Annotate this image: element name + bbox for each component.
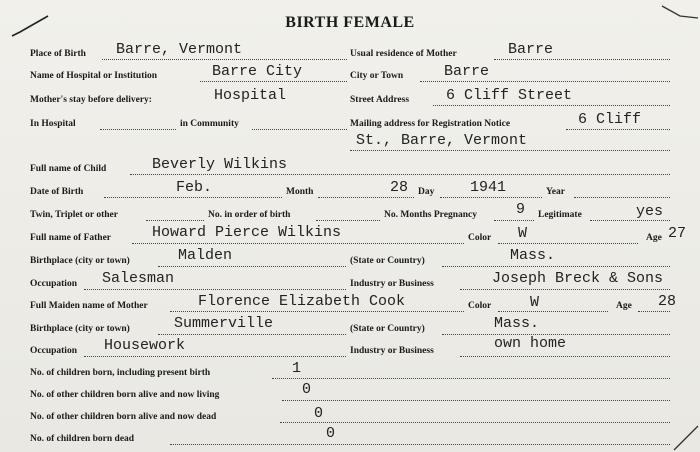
dotted-line [130, 174, 670, 175]
street-address-label: Street Address [350, 95, 410, 105]
father-state-value: Mass. [510, 247, 556, 264]
dotted-line [170, 311, 464, 312]
state-or-country-label: (State or Country) [350, 324, 425, 334]
dotted-line [440, 197, 542, 198]
dotted-line [146, 220, 204, 221]
dotted-line [638, 311, 670, 312]
dotted-line [84, 289, 346, 290]
dotted-line [442, 266, 670, 267]
month-label: Month [286, 187, 314, 197]
dotted-line [494, 59, 670, 60]
mothers-stay-label: Mother's stay before delivery: [30, 95, 152, 105]
dotted-line [433, 105, 670, 106]
father-birthplace-label: Birthplace (city or town) [30, 256, 130, 266]
mother-industry-label: Industry or Business [350, 346, 434, 356]
mother-name-value: Florence Elizabeth Cook [198, 293, 406, 310]
dotted-line [460, 356, 670, 357]
children-living-value: 0 [302, 381, 312, 398]
children-born-label: No. of children born, including present birth [30, 368, 211, 378]
dotted-line [104, 197, 282, 198]
father-name-value: Howard Pierce Wilkins [152, 224, 342, 241]
dotted-line [498, 243, 638, 244]
children-dead-label: No. of other children born alive and now dead [30, 412, 217, 422]
father-birthplace-value: Malden [178, 247, 233, 264]
legitimate-label: Legitimate [538, 210, 582, 220]
mailing-address-value-2: St., Barre, Vermont [356, 132, 528, 149]
city-or-town-value: Barre [444, 63, 490, 80]
usual-residence-label: Usual residence of Mother [350, 49, 457, 59]
children-born-value: 1 [292, 360, 302, 377]
dotted-line [282, 400, 670, 401]
mother-industry-value: own home [494, 335, 567, 352]
father-age-value: 27 [668, 225, 687, 242]
birth-day-value: 28 [390, 179, 409, 196]
state-or-country-label: (State or Country) [350, 256, 425, 266]
age-label: Age [646, 233, 662, 243]
in-community-label: in Community [180, 119, 239, 129]
age-label: Age [616, 301, 632, 311]
mother-birthplace-label: Birthplace (city or town) [30, 324, 130, 334]
mothers-stay-value: Hospital [214, 87, 287, 104]
place-of-birth-label: Place of Birth [30, 49, 86, 59]
dotted-line [318, 197, 414, 198]
year-label: Year [546, 187, 565, 197]
day-label: Day [418, 187, 435, 197]
dotted-line [420, 81, 670, 82]
legitimate-value: yes [636, 203, 664, 220]
mother-color-value: W [530, 294, 540, 311]
months-pregnancy-value: 9 [516, 201, 526, 218]
dotted-line [498, 311, 608, 312]
mother-occupation-label: Occupation [30, 346, 77, 356]
mother-maiden-label: Full Maiden name of Mother [30, 301, 148, 311]
hospital-name-label: Name of Hospital or Institution [30, 71, 158, 81]
dotted-line [460, 289, 670, 290]
dotted-line [590, 220, 670, 221]
twin-label: Twin, Triplet or other [30, 210, 118, 220]
dotted-line [280, 422, 670, 423]
dotted-line [200, 81, 347, 82]
dotted-line [100, 129, 176, 130]
children-living-label: No. of other children born alive and now living [30, 390, 220, 400]
dotted-line [102, 59, 347, 60]
corner-mark-icon [672, 424, 700, 452]
mailing-address-value-1: 6 Cliff [578, 111, 642, 128]
father-occupation-label: Occupation [30, 279, 77, 289]
date-of-birth-label: Date of Birth [30, 187, 84, 197]
dotted-line [272, 378, 670, 379]
father-industry-label: Industry or Business [350, 279, 434, 289]
mother-age-value: 28 [658, 293, 677, 310]
dotted-line [132, 243, 464, 244]
mother-state-value: Mass. [494, 315, 540, 332]
dotted-line [158, 266, 346, 267]
dotted-line [158, 334, 346, 335]
order-of-birth-label: No. in order of birth [208, 210, 291, 220]
father-industry-value: Joseph Breck & Sons [492, 270, 664, 287]
place-of-birth-value: Barre, Vermont [116, 41, 243, 58]
dotted-line [494, 220, 534, 221]
color-label: Color [468, 301, 492, 311]
mailing-address-label: Mailing address for Registration Notice [350, 119, 511, 129]
city-or-town-label: City or Town [350, 71, 404, 81]
dotted-line [170, 444, 670, 445]
mother-birthplace-value: Summerville [174, 315, 274, 332]
form-title: BIRTH FEMALE [285, 14, 415, 31]
dotted-line [316, 220, 380, 221]
dotted-line [84, 356, 346, 357]
birth-year-value: 1941 [470, 179, 507, 196]
dotted-line [566, 129, 670, 130]
color-label: Color [468, 233, 492, 243]
father-name-label: Full name of Father [30, 233, 112, 243]
birth-month-value: Feb. [176, 179, 213, 196]
dotted-line [350, 150, 670, 151]
father-color-value: W [518, 225, 528, 242]
in-hospital-label: In Hospital [30, 119, 76, 129]
child-name-label: Full name of Child [30, 164, 107, 174]
children-dead-value: 0 [314, 405, 324, 422]
hospital-name-value: Barre City [212, 63, 303, 80]
dotted-line [574, 197, 670, 198]
months-pregnancy-label: No. Months Pregnancy [384, 210, 477, 220]
born-dead-label: No. of children born dead [30, 434, 135, 444]
dotted-line [252, 129, 347, 130]
usual-residence-value: Barre [508, 41, 554, 58]
mother-occupation-value: Housework [104, 337, 186, 354]
child-name-value: Beverly Wilkins [152, 156, 288, 173]
born-dead-value: 0 [326, 425, 336, 442]
street-address-value: 6 Cliff Street [446, 87, 573, 104]
father-occupation-value: Salesman [102, 270, 175, 287]
